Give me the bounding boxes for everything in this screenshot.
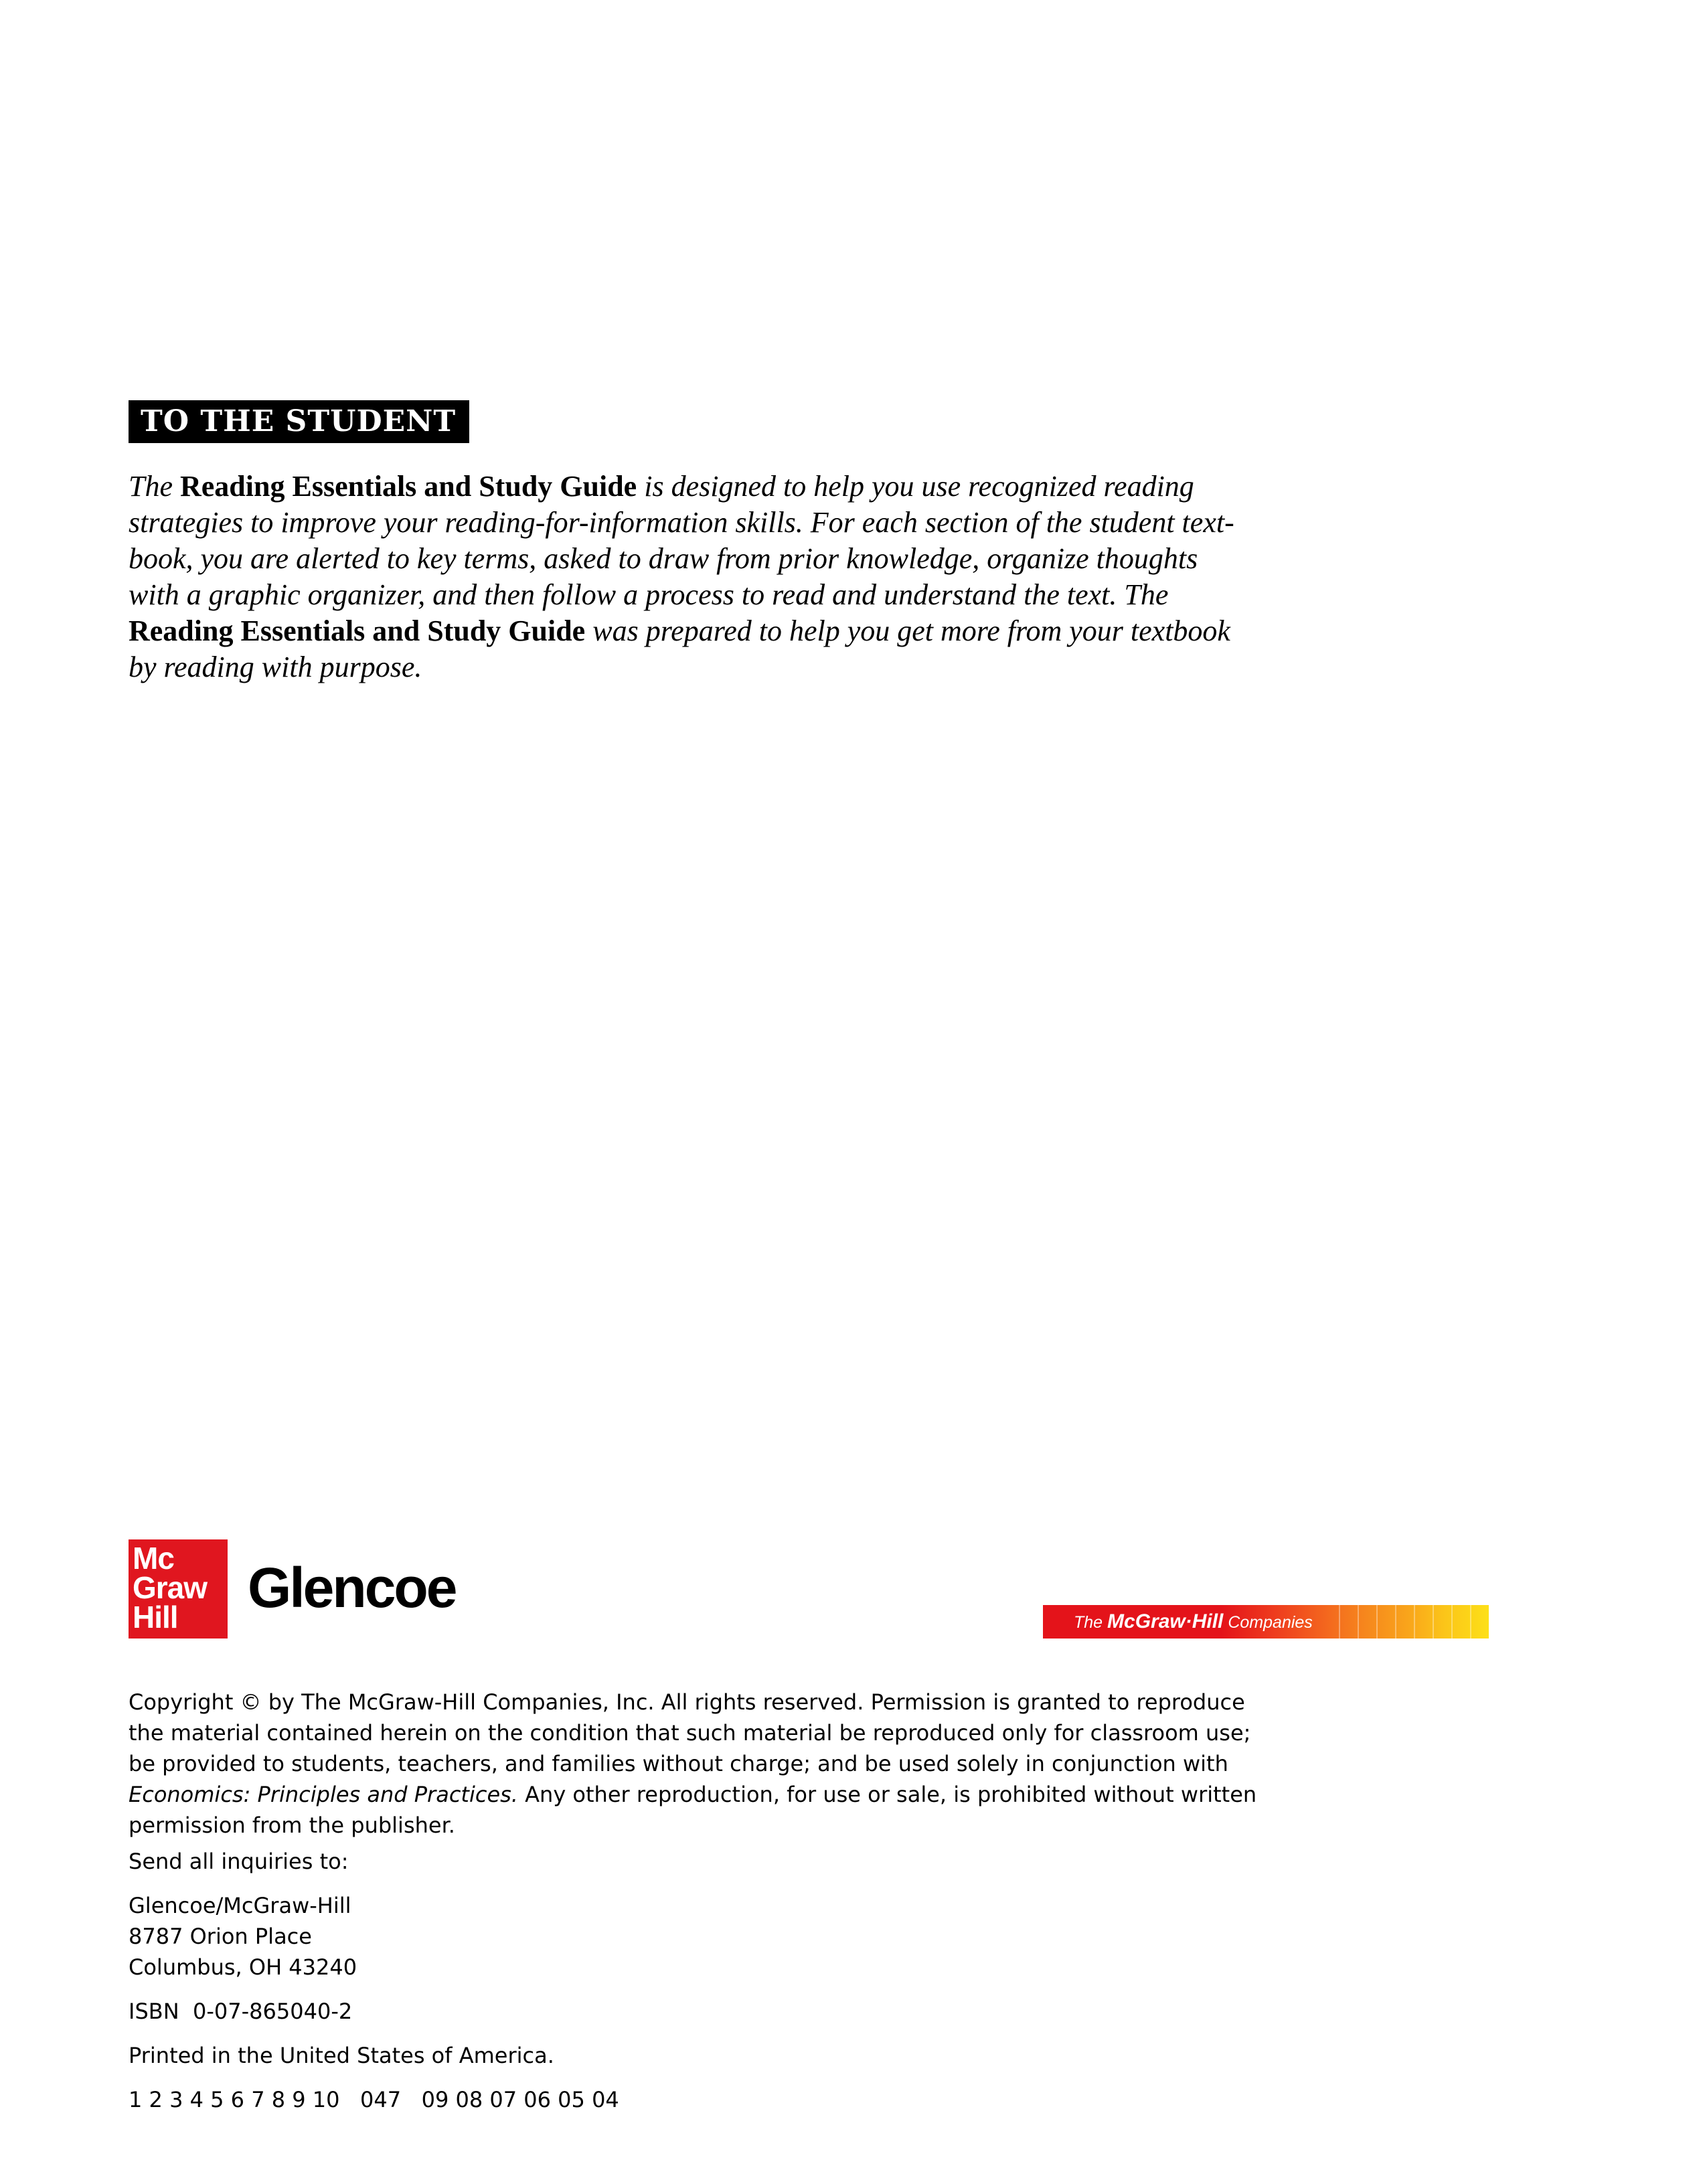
isbn: ISBN 0-07-865040-2 xyxy=(129,1999,353,2024)
intro-text-1: The xyxy=(129,470,180,503)
bar-segments xyxy=(1321,1605,1489,1639)
address-line-2: 8787 Orion Place xyxy=(129,1924,312,1949)
companies-suffix: Companies xyxy=(1223,1613,1313,1632)
logo-line-graw: Graw xyxy=(133,1570,208,1605)
copyright-notice xyxy=(129,1687,1280,1841)
companies-brand: McGraw·Hill xyxy=(1107,1610,1224,1632)
printed-in: Printed in the United States of America. xyxy=(129,2043,554,2068)
copyright-text-1: Copyright © by The McGraw-Hill Companies, Inc. All rights reserved. Permission is granted to reproduce the material contained herein on the condition that such material be reproduced only for classroom use; be provided to students, teachers, and families without charge; and be used solely in conjunction with xyxy=(129,1689,1251,1776)
guide-title-1: Reading Essentials and Study Guide xyxy=(180,470,637,503)
address-line-1: Glencoe/McGraw-Hill xyxy=(129,1893,351,1918)
copyright-text-2: Any other reproduction, for use or sale, is prohibited without written permission from the publisher. xyxy=(129,1782,1257,1838)
intro-text-2: is designed to help you use recognized reading strategies to improve your reading-for-information skills. For each section of the student text-book, you are alerted to key terms, asked to draw from prior knowledge, organize thoughts with a graphic organizer, and then follow a process to read and understand the text. The xyxy=(129,470,1234,611)
companies-text xyxy=(1074,1605,1313,1639)
address-line-3: Columbus, OH 43240 xyxy=(129,1954,357,1980)
book-title: Economics: Principles and Practices. xyxy=(129,1782,518,1807)
intro-paragraph xyxy=(129,469,1253,685)
intro-text-3: was prepared to help you get more from your textbook by reading with purpose. xyxy=(129,614,1230,683)
inquiries-label: Send all inquiries to: xyxy=(129,1849,349,1874)
section-heading: TO THE STUDENT xyxy=(129,400,469,443)
imprint-name: Glencoe xyxy=(248,1556,456,1619)
companies-prefix: The xyxy=(1074,1613,1108,1632)
logo-line-hill: Hill xyxy=(133,1600,178,1634)
guide-title-2: Reading Essentials and Study Guide xyxy=(129,614,586,647)
print-line: 1 2 3 4 5 6 7 8 9 10 047 09 08 07 06 05 04 xyxy=(129,2087,619,2112)
logo-line-mc: Mc xyxy=(133,1541,174,1576)
mcgraw-hill-logo xyxy=(129,1539,228,1639)
mcgraw-hill-companies-bar xyxy=(1043,1605,1489,1639)
